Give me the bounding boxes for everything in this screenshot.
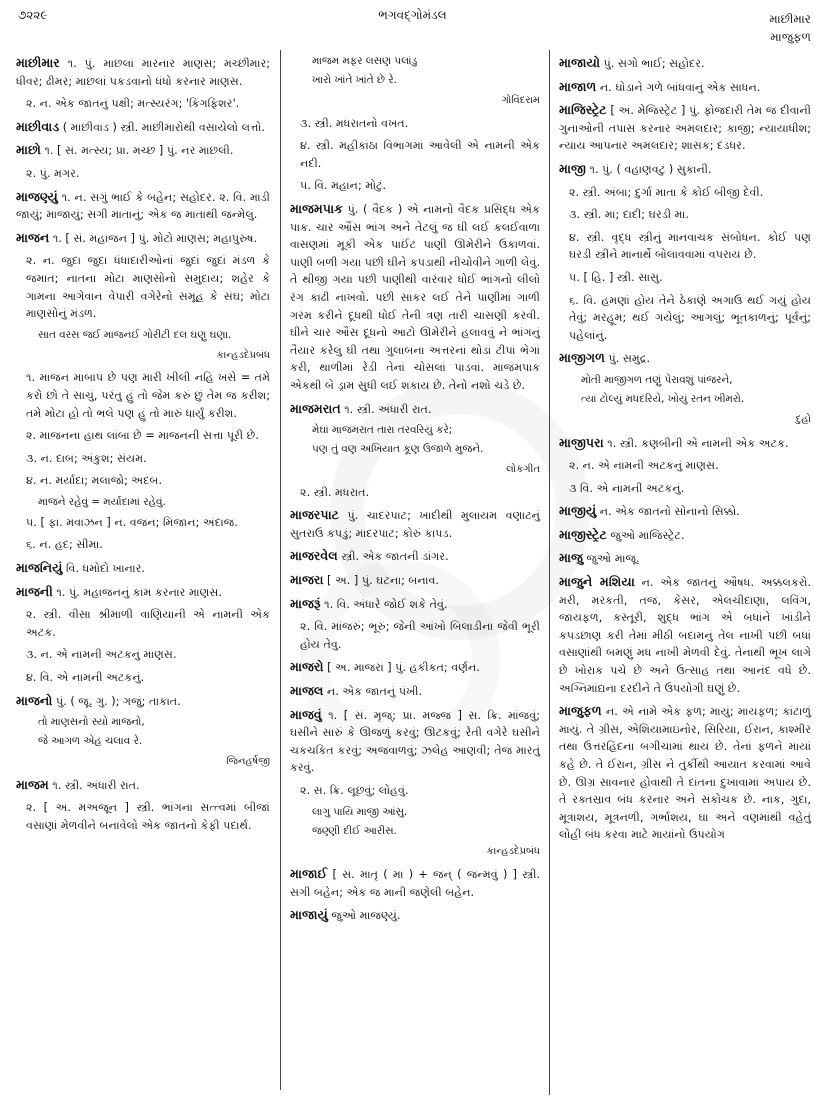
guide-word-first: માછીમાર [769,12,811,26]
quotation-line: મોતી માજીગળ તણું પેરાવશું પાંજરને, [581,373,733,386]
headword: માજણ્યું [16,188,58,204]
sense-definition: ૨. સ્ત્રી. વીસા શ્રીમાળી વાણિયાની એ નામની એક અટક. [26,608,270,639]
quotation-line: ત્યાં ટોલ્યું મધદરિયે, ખોયું રતન ખીમરો. [581,392,745,405]
dictionary-entry [559,434,811,453]
dictionary-entry [559,573,811,697]
definition-text: ૧. [ સં. મૃજ્; પ્રા. મજ્જ ] સ. ક્રિ. માંજવું; ઘસીને સારું કે ઊજળું કરવું; ઊટકવું; રેતી વગેરે ઘસીને ચકચકિત કરવું; અજવાળવું; ઝલેહ આણવી; તેજ મારતું કરવું. [290,708,540,775]
quotation-line: તો માણસનો સ્યો માજનો, [38,716,145,729]
sense-definition: ૪. સ્ત્રી. મહીકાંઠા વિભાગમાં આવેલી એ નામની એક નદી. [300,139,540,170]
quotation-line: માજને રહેવું = મર્યાદામાં રહેવું. [38,495,166,508]
dictionary-entry [559,702,811,844]
dictionary-entry [559,78,811,97]
quotation-line: જણ્ણી દીઈ આરીસ. [312,824,397,837]
definition-text: ૧. સ્ત્રી. અંધારી રાત. [48,778,140,792]
headword: માજની [16,583,53,599]
page-number: ૭૨૨૯ [18,8,48,22]
column-3 [559,54,811,849]
definition-text: જુઓ માજિસ્ટ્રેટ. [606,528,685,542]
sense-definition: ૩. સ્ત્રી. મધરાતનો વખત. [300,116,409,130]
definition-text: ૧. પું. માછલાં મારનાર માણસ; મચ્છીમાર; ધીવર; ઢીમર; માછલાં પકડવાનો ધંધો કરનાર માણસ. [16,57,270,88]
headword: માજીસ્ટ્રેટ [559,526,607,542]
definition-text: ૧. વિ. અંધારે જોઈ શકે તેવું. [320,597,448,611]
headword: માજવું [290,706,322,722]
definition-text: [ સં. માતૃ ( મા ) + જન્ ( જન્મવું ) ] સ્ત્રી. સગી બહેન; એક જ માની જણેલી બહેન. [290,868,540,899]
dictionary-entry [290,906,540,925]
headword: માજાયું [290,907,328,923]
page-header [0,0,825,52]
dictionary-entry [559,502,811,521]
headword: માજનિયું [16,560,63,576]
sense-definition: ૩. ન. દાબ; અંકુશ; સંયમ. [26,451,147,465]
dictionary-entry [16,692,270,711]
quotation-line: માજમ મફર લસણ પલાંડુ [312,55,418,67]
sense-definition: ૪. ન. મર્યાદા; મલાજો; અદબ. [26,474,163,488]
definition-text: ૧. સ્ત્રી. કણબીની એ નામની એક અટક. [603,436,789,450]
headword: માજનો [16,692,53,708]
headword: માછીમાર [16,55,60,70]
dictionary-entry [559,549,811,568]
sense-definition: ૨. સ્ત્રી. મધરાત. [300,485,370,499]
dictionary-entry [559,160,811,179]
quotation-source: જિનહર્ષજી [226,756,270,768]
dictionary-entry [16,229,270,248]
definition-text: પું. ચાદરપાટ; ખાદીથી મુલાયમ વણાટનું સુતરાઉ કપડું; માદરપાટ; કોરું કાપડ. [290,509,540,540]
quotation-line: સાત વરસ જઈ માજનઈ ગોરીટી દલ ઘણુ ઘણા. [38,328,232,341]
sense-definition: ૧. માજન માબાપ છે પણ મારી ખીલી નહિ ખસે = તમે કરો છો તે સાચું, પરંતુ હું તો જેમ કરું છું તેમ જ કરીશ; તમે મોટા હો તો ભલે પણ હું તો મારું ધાર્યું કરીશ. [26,371,270,420]
definition-text: વિ. ધમોદો ખાનાર. [62,562,145,576]
dictionary-entry [559,54,811,73]
definition-text: ન. એક જાતનું પંખી. [323,685,423,699]
quotation-line: જે આગળ એહ ચલાવ રે. [38,735,143,748]
headword: માજરૂં [290,595,321,611]
headword: માજીગળ [559,350,605,366]
quotation-source: કાન્હડદેપ્રબંધ [216,349,270,361]
dictionary-entry [559,101,811,155]
definition-text: [ અ. ] પું. ઘટના; બનાવ. [323,574,439,588]
headword: માજિસ્ટ્રેટ [559,102,607,118]
dictionary-entry [290,865,540,901]
dictionary-entry [290,595,540,614]
dictionary-entry [16,559,270,578]
definition-text: ૧. [ સં. મહાજન ] પું. મોટો માણસ; મહાપુરુષ. [49,231,258,245]
sense-definition: ૩. ન. એ નામની અટકનું માણસ. [26,648,177,662]
dictionary-entry [16,141,270,160]
definition-text: પું. ( જૂ. ગુ. ); ગજું; તાકાત. [52,694,181,708]
dictionary-entry [290,571,540,590]
definition-text: ૧. ન. સગું ભાઈ કે બહેન; સહોદર. ૨. વિ. માડી જાયું; માજાયું; સગી માતાનું; એક જ માતાથી જન્મેલું. [16,190,270,222]
sense-definition: ૨. પું. મગર. [26,166,80,180]
headword: માજુફળ [559,703,602,719]
headword: માજરો [290,659,324,675]
dictionary-entry [290,506,540,542]
definition-text: [ અં. મેજિસ્ટ્રેટ ] પું. ફોજદારી તેમ જ દીવાની ગુનાઓની તપાસ કરનાર અમલદાર; કાજી; ન્યાયાધીશ; ન્યાય આપનાર અમલદાર; શાસક; દંડધર. [559,104,811,153]
dictionary-entry [290,547,540,566]
definition-text: સ્ત્રી. એક જાતની ડાંગર. [337,550,449,564]
headword: માજરપાટ [290,507,339,523]
column-divider [280,50,281,1090]
column-divider [549,50,550,1095]
headword: માજુ [559,550,583,566]
quotation-line: મેઘાં માજમરાત તારા તરવરિયું કરે; [312,424,453,437]
sense-definition: ૨. [ અ. મઅજૂન ] સ્ત્રી. ભાંગના સત્ત્વમાં બીજાં વસાણાં મેળવીને બનાવેલો એક જાતનો કેફી પદાર્થ. [26,801,270,832]
quotation-line: ખારો ખાંતે ખાંતે છે રે. [312,74,397,86]
dictionary-entry [290,400,540,419]
headword: માજુને મશિયા [559,574,635,590]
headword: માજાઈ [290,866,328,882]
column-1 [16,54,270,840]
sense-definition: ૪. વિ. એ નામની અટકનું. [26,671,145,685]
headword: માજરા [290,572,324,588]
definition-text: પું. સગો ભાઈ; સહોદર. [600,57,705,70]
headword: માજમ [16,776,49,792]
headword: માજીપરા [559,434,604,450]
sense-definition: ૫. [ ફા. મવાઝન ] ન. વજન; મિજાન; અંદાજ. [26,515,238,529]
definition-text: ( માછીવાડ ) સ્ત્રી. માછીમારોથી વસાયેલો લત્તો. [59,120,265,134]
quotation-line: લાગુ પાયિ માજી આંસુ. [312,805,408,818]
definition-text: પું. ( વૈદક ) એ નામનો વૈદક પ્રસિદ્ધ એક પાક. ચાર ઔંસ ભાંગ અને તેટલું જ ઘી લઈ કલઈવાળા વાસણમાં મૂકી એક પાઈંટ પાણી ઊમેરીને ઉકાળવાં. પાણી બળી ગયા પછી ઘીને કપડાથી નીચોવીને ગાળી લેવું. તે થીજી ગયા પછી પાણીથી વારંવાર ધોઈ ભાંગનો લીલો રંગ કાઢી નાખવો. પછી સાકર લઈ તેને પાણીમાં ગાળી ગરમ કરીને દૂધથી ધોઈ તેની ત્રણ તારી ચાસણી કરવી. ઘીને ચાર ઔંસ દૂધનો આટો ઊમેરીને હલાવવું ને ભાંગનું તૈયાર કરેલું ઘી તથા ગુલાબના અત્તરનાં થોડાં ટીપાં ભેગાં કરી, થાળીમાં રેડી તેનાં ચોસલાં પાડવાં. માજમપાક એકથી બે ડ્રામ સુધી લઈ શકાય છે. તેનો નશો ચડે છે. [290,202,540,392]
dictionary-entry [16,118,270,137]
running-title: ભગવદ્ગોમંડલ [378,8,447,22]
sense-definition: ૩ વિ. એ નામની અટકનું. [569,481,685,495]
sense-definition: ૩. સ્ત્રી. મા; દાદી; ઘરડી મા. [569,208,689,222]
sense-definition: ૬. ન. હદ; સીમા. [26,538,103,552]
definition-text: ૧. સ્ત્રી. અંધારી રાત. [340,402,432,416]
dictionary-entry [290,200,540,395]
dictionary-entry [559,526,811,545]
headword: માજમપાક [290,200,343,216]
headword: માછો [16,142,41,158]
column-2 [290,54,540,930]
quotation-source: દુહો [795,413,811,425]
sense-definition: ૨. માજનના હાથ લાંબા છે = માજનની સત્તા પૂરી છે. [26,429,259,443]
headword: માછીવાડ [16,118,60,134]
dictionary-entry [16,776,270,795]
headword: માજીયું [559,503,597,519]
dictionary-entry [16,188,270,224]
headword: માજાયો [559,55,601,70]
definition-text: ૧. પું. ( વહાણવટું ) સુકાની. [585,162,712,176]
definition-text: ન. ઘોડાને ગળે બાંધવાનું એક સાધન. [596,80,761,94]
sense-definition: ૨. ન. એ નામની અટકનું માણસ. [569,459,719,473]
definition-text: ન. એક જાતનું ઔષધ. અક્કલકરો. મરી, મરકતી, તજ, કેસર, એલચીદાણા, લવિંગ, જાયફળ, કસ્તૂરી, શુદ્ધ ભાંગ એ બધાંને ખાંડીને કપડછાણ કરી તેમાં મીઠી બદામનું તેલ નાખી પછી બધાં વસાણાંથી બમણું મધ નાખી મેળવી દેવું. તેનાથી ભૂખ લાગે છે ખોરાક પચે છે અને ઉત્સાહ તથા આનંદ વધે છે. અગ્નિમાંદ્યના દરદીને તે ઉપયોગી ઘણું છે. [559,576,811,695]
definition-text: જુઓ માજણ્યું. [327,909,401,923]
sense-definition: ૫. [ હિ. ] સ્ત્રી. સાસુ. [569,270,663,284]
dictionary-entry [290,706,540,777]
dictionary-entry [290,682,540,701]
sense-definition: ૫. વિ. મહાન; મોટું. [300,179,387,193]
quotation-source: લોકગીત [506,464,540,476]
definition-text: ૧. [ સં. મત્સ્ય; પ્રા. મચ્છ ] પું. નર માછલી. [40,144,234,158]
headword: માજન [16,229,50,245]
headword: માજી [559,160,586,176]
quotation-line: પણ તું વણ અખિયાત કૂણ ઉજાળે મુજને. [312,443,484,456]
quotation-source: ગોવિંદરામ [501,95,540,106]
quotation-source: કાન્હડદેપ્રબંધ [486,845,540,857]
definition-text: ન. એક જાતનો સોનાનો સિક્કો. [596,505,740,519]
dictionary-entry [16,54,270,90]
sense-definition: ૪. સ્ત્રી. વૃદ્ધ સ્ત્રીનું માનવાચક સંબોધન. કોઈ પણ ઘરડી સ્ત્રીને માનાર્થે બોલાવવામાં વપરાય છે. [569,230,811,262]
headword: માજરવેલ [290,548,338,564]
sense-definition: ૨. સ્ત્રી. અંબા; દુર્ગા માતા કે કોઈ બીજી દેવી. [569,185,764,199]
headword: માજાળ [559,78,597,94]
sense-definition: ૨. ન. જુદા જુદા ધંધાદારીઓનાં જુદાં જુદાં મંડળ કે જમાત; નાતના મોટા માણસોનો સમુદાય; શહેર કે ગામના આગેવાન વેપારી વગેરેનો સમૂહ કે સંઘ; મોટા માણસોનું મંડળ. [26,254,270,321]
definition-text: પું. સમુદ્ર. [604,352,650,366]
sense-definition: ૬. વિ. હમણાં હોય તેને ઠેકાણે અગાઉ થઈ ગયું હોય તેવું; મરહૂમ; થઈ ગયેલું; આગલું; ભૂતકાળનું; પૂર્વનું; પહેલાંનું. [569,293,811,342]
definition-text: ન. એ નામે એક ફળ; માયું; માયફળ; કાંટાળું માયું. તે ગ્રીસ, એશિયામાઇનોર, સિરિયા, ઈરાન, કાશ્મીર તથા ઉત્તરહિંદના બગીચામાં થાય છે. તેનાં ફળને માયાં કહે છે. તે ઈરાન, ગ્રીસ ને તુર્કીથી આયાત કરવામાં આવે છે. ઊગ્ર સાવનાર હોવાથી તે દાંતના દુખાવામાં અપાય છે. તે રક્તસ્રાવ બંધ કરનાર અને સંકોચક છે. નાક, ગુદા, મૂત્રાશય, મૂત્રનળી, ગર્ભાશય, ઘા અને વણમાંથી વહેતું લોહી બંધ કરવા માટે માયાંનો ઉપયોગ [559,705,811,842]
dictionary-entry [16,583,270,602]
sense-definition: ૨. ન. એક જાતનું પક્ષી; મત્સ્યરંગ; 'કિંગફિશર'. [26,97,240,111]
dictionary-entry [290,658,540,677]
definition-text: [ અ. માજરા ] પું. હકીકત; વર્ણન. [323,661,480,675]
definition-text: જુઓ માજૂ. [582,552,640,566]
definition-text: ૧. પું. મહાજનનું કામ કરનાર માણસ. [52,585,223,599]
dictionary-entry [559,349,811,368]
headword: માજલ [290,683,324,699]
guide-word-last: માજુફળ [770,30,811,44]
sense-definition: ૨. વિ. માંજરું; ભૂરું; જેની આંખો બિલાડીના જેવી ભૂરી હોય તેવુ. [300,620,540,651]
sense-definition: ૨. સ. ક્રિ. લૂછવું; લોહવું. [300,784,409,797]
headword: માજમરાત [290,400,341,416]
